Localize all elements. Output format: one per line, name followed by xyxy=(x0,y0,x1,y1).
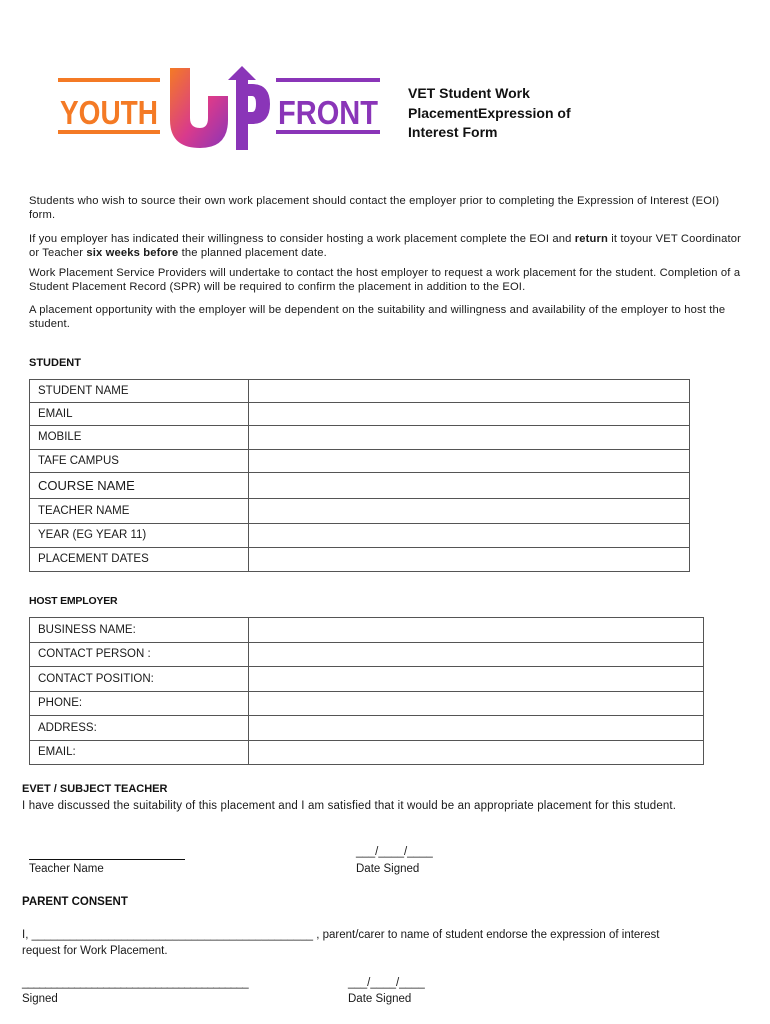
p2-bold-return: return xyxy=(574,233,608,245)
teacher-date-caption: Date Signed xyxy=(356,863,420,875)
logo-letter-p xyxy=(228,66,270,150)
p2-text-a: If you employer has indicated their willingness to consider hosting a work placement complete the EOI and xyxy=(29,233,575,245)
table-row xyxy=(30,716,704,741)
course-name-label: COURSE NAME xyxy=(30,472,249,498)
student-section-heading: STUDENT xyxy=(29,357,81,369)
address-field[interactable] xyxy=(248,716,703,741)
year-field[interactable] xyxy=(248,523,689,547)
logo-letter-u xyxy=(170,68,228,148)
table-row xyxy=(30,691,704,716)
placement-dates-label: PLACEMENT DATES xyxy=(30,547,249,571)
youth-up-front-logo xyxy=(56,66,382,152)
parent-signed-caption: Signed xyxy=(22,993,58,1005)
teacher-date-blank[interactable]: ___/____/____ xyxy=(356,846,433,858)
employer-email-label: EMAIL: xyxy=(30,740,249,765)
parent-consent-heading: PARENT CONSENT xyxy=(22,896,128,908)
mobile-label: MOBILE xyxy=(30,426,249,449)
email-field[interactable] xyxy=(248,403,689,426)
parent-consent-statement[interactable]: I, ____________________________________________ , parent/carer to name of student endorse the expression of interest xyxy=(22,929,660,941)
table-row xyxy=(30,547,690,571)
tafe-campus-label: TAFE CAMPUS xyxy=(30,449,249,472)
year-label: YEAR (EG YEAR 11) xyxy=(30,523,249,547)
intro-paragraph-2 xyxy=(29,232,745,260)
table-row xyxy=(30,740,704,765)
mobile-field[interactable] xyxy=(248,426,689,449)
phone-field[interactable] xyxy=(248,691,703,716)
teacher-name-label: TEACHER NAME xyxy=(30,498,249,523)
student-table xyxy=(29,379,690,572)
table-row xyxy=(30,449,690,472)
parent-date-caption: Date Signed xyxy=(348,993,412,1005)
host-employer-section-heading: HOST EMPLOYER xyxy=(29,595,118,607)
table-row xyxy=(30,667,704,692)
intro-paragraph-3: Work Placement Service Providers will undertake to contact the host employer to request a work placement for the student. Completion of a Student Placement Record (SPR) will be required to confirm the placement in addition to the EOI. xyxy=(29,267,741,293)
employer-email-field[interactable] xyxy=(248,740,703,765)
parent-signature-blank[interactable]: _______________________________________ xyxy=(22,977,249,989)
table-row xyxy=(30,426,690,449)
logo-word-up: UP xyxy=(56,66,58,67)
table-row xyxy=(30,498,690,523)
student-name-label: STUDENT NAME xyxy=(30,380,249,403)
address-label: ADDRESS: xyxy=(30,716,249,741)
table-row xyxy=(30,618,704,643)
business-name-label: BUSINESS NAME: xyxy=(30,618,249,643)
teacher-name-caption: Teacher Name xyxy=(29,863,104,875)
parent-consent-statement-end: request for Work Placement. xyxy=(22,945,168,957)
student-name-field[interactable] xyxy=(248,380,689,403)
business-name-field[interactable] xyxy=(248,618,703,643)
logo-word-youth: YOUTH xyxy=(60,94,158,131)
teacher-section-heading: EVET / SUBJECT TEACHER xyxy=(22,783,168,795)
tafe-campus-field[interactable] xyxy=(248,449,689,472)
contact-position-field[interactable] xyxy=(248,667,703,692)
parent-date-blank[interactable]: ___/____/____ xyxy=(348,977,425,989)
logo-word-front: FRONT xyxy=(278,94,378,131)
contact-position-label: CONTACT POSITION: xyxy=(30,667,249,692)
placement-dates-field[interactable] xyxy=(248,547,689,571)
form-title: VET Student Work PlacementExpression of Interest Form xyxy=(408,85,571,140)
teacher-name-signature-line[interactable] xyxy=(29,859,185,860)
table-row xyxy=(30,523,690,547)
contact-person-field[interactable] xyxy=(248,642,703,667)
p2-text-c: it toyour VET Coordinator or Teacher xyxy=(29,233,741,259)
teacher-name-field[interactable] xyxy=(248,498,689,523)
table-row xyxy=(30,403,690,426)
table-row xyxy=(30,642,704,667)
table-row xyxy=(30,472,690,498)
email-label: EMAIL xyxy=(30,403,249,426)
phone-label: PHONE: xyxy=(30,691,249,716)
table-row xyxy=(30,380,690,403)
p2-text-e: the planned placement date. xyxy=(178,247,327,259)
p2-bold-six-weeks: six weeks before xyxy=(86,247,179,259)
teacher-statement: I have discussed the suitability of this placement and I am satisfied that it would be an appropriate placement for this student. xyxy=(22,800,677,812)
host-employer-table xyxy=(29,617,704,765)
intro-paragraph-4: A placement opportunity with the employer will be dependent on the suitability and willingness and availability of the employer to host the student. xyxy=(29,304,726,330)
intro-paragraph-1: Students who wish to source their own work placement should contact the employer prior to completing the Expression of Interest (EOI) form. xyxy=(29,195,720,221)
course-name-field[interactable] xyxy=(248,472,689,498)
contact-person-label: CONTACT PERSON : xyxy=(30,642,249,667)
